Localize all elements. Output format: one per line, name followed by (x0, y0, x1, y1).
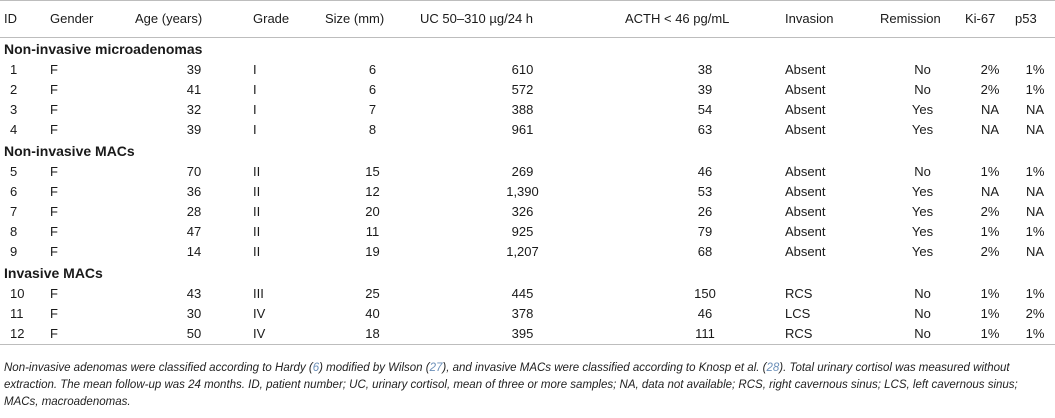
cell-gender: F (50, 286, 58, 301)
cell-gender: F (50, 224, 58, 239)
cell-p53: 1% (1025, 164, 1045, 179)
cell-grade: II (253, 244, 261, 259)
cell-grade: I (253, 102, 257, 117)
cell-gender: F (50, 164, 58, 179)
cell-size: 40 (365, 306, 380, 321)
reference-link-27[interactable]: 27 (429, 362, 443, 374)
cell-ki67: 1% (980, 224, 1000, 239)
cell-p53: 1% (1025, 82, 1045, 97)
group-title: Non-invasive microadenomas (4, 41, 203, 57)
cell-gender: F (50, 204, 58, 219)
cell-ki67: 1% (965, 324, 1015, 345)
cell-id: 3 (10, 102, 18, 117)
cell-acth: 46 (697, 306, 713, 321)
cell-size: 11 (365, 224, 380, 239)
cell-size: 19 (365, 244, 380, 259)
cell-size: 18 (325, 324, 420, 345)
cell-uc: 925 (511, 224, 534, 239)
cell-grade: II (253, 224, 261, 239)
table-row (0, 202, 1055, 222)
cell-remission: No (914, 286, 931, 301)
header-ki67: Ki-67 (965, 1, 1015, 38)
cell-remission: Yes (911, 122, 934, 137)
cell-invasion: Absent (785, 244, 826, 259)
cell-p53: 2% (1025, 306, 1045, 321)
cell-size: 6 (368, 62, 377, 77)
cell-invasion: RCS (785, 324, 880, 345)
cell-id: 9 (10, 244, 18, 259)
table-body (0, 38, 1055, 345)
cell-ki67: 1% (980, 306, 1000, 321)
cell-remission: Yes (911, 204, 934, 219)
cell-invasion: Absent (785, 122, 826, 137)
cell-grade: II (253, 204, 261, 219)
cell-p53: 1% (1025, 62, 1045, 77)
cell-age: 32 (186, 102, 202, 117)
table-row (0, 80, 1055, 100)
cell-invasion: Absent (785, 204, 826, 219)
reference-link-6[interactable]: 6 (312, 362, 320, 374)
table-row (0, 162, 1055, 182)
cell-remission: No (914, 62, 931, 77)
table-row (0, 182, 1055, 202)
cell-remission: No (914, 164, 931, 179)
cell-p53: NA (1025, 184, 1045, 199)
cell-ki67: 1% (980, 164, 1000, 179)
cell-p53: NA (1025, 204, 1045, 219)
cell-remission: Yes (911, 184, 934, 199)
cell-gender: F (50, 306, 58, 321)
cell-gender: F (50, 102, 58, 117)
cell-gender: F (50, 244, 58, 259)
cell-remission: No (914, 306, 931, 321)
cell-ki67: 1% (980, 286, 1000, 301)
cell-size: 6 (368, 82, 377, 97)
cell-remission: Yes (911, 102, 934, 117)
cell-acth: 26 (697, 204, 713, 219)
cell-acth: 63 (697, 122, 713, 137)
table-row (0, 284, 1055, 304)
table-row (0, 304, 1055, 324)
cell-grade: I (253, 122, 257, 137)
cell-acth: 68 (697, 244, 713, 259)
cell-p53: NA (1025, 244, 1045, 259)
cell-uc: 378 (511, 306, 534, 321)
cell-size: 8 (368, 122, 377, 137)
cell-invasion: Absent (785, 224, 826, 239)
cell-grade: I (253, 62, 257, 77)
group-title: Non-invasive MACs (4, 143, 135, 159)
cell-id: 2 (10, 82, 18, 97)
cell-gender: F (50, 62, 58, 77)
cell-gender: F (50, 82, 58, 97)
cell-uc: 961 (511, 122, 534, 137)
cell-grade: II (253, 164, 261, 179)
cell-uc: 326 (511, 204, 534, 219)
footnote-text: Non-invasive adenomas were classified according to Hardy ( (4, 362, 313, 374)
cell-age: 14 (186, 244, 202, 259)
cell-age: 36 (186, 184, 202, 199)
cell-remission: No (914, 82, 931, 97)
header-remission: Remission (880, 1, 965, 38)
table-footnote (4, 360, 1049, 411)
cell-id: 1 (10, 62, 18, 77)
table-row (0, 60, 1055, 80)
group-header-row (0, 38, 1055, 61)
cell-id: 7 (10, 204, 18, 219)
cell-invasion: Absent (785, 184, 826, 199)
cell-p53: 1% (1015, 324, 1055, 345)
cell-ki67: NA (980, 184, 1000, 199)
cell-age: 70 (186, 164, 202, 179)
cell-age: 30 (186, 306, 202, 321)
cell-age: 39 (186, 122, 202, 137)
cell-acth: 46 (697, 164, 713, 179)
header-age: Age (years) (135, 1, 253, 38)
cell-invasion: Absent (785, 164, 826, 179)
cell-acth: 79 (697, 224, 713, 239)
cell-ki67: 2% (980, 82, 1000, 97)
cell-age: 39 (186, 62, 202, 77)
cell-id: 12 (0, 324, 50, 345)
cell-grade: III (253, 286, 264, 301)
cell-ki67: NA (980, 122, 1000, 137)
cell-grade: IV (253, 324, 325, 345)
header-row (0, 1, 1055, 38)
cell-age: 50 (135, 324, 253, 345)
cell-acth: 38 (697, 62, 713, 77)
cell-remission: Yes (911, 244, 934, 259)
cell-grade: I (253, 82, 257, 97)
cell-ki67: 2% (980, 62, 1000, 77)
footnote-text: ) modified by Wilson ( (319, 362, 430, 374)
cell-acth: 53 (697, 184, 713, 199)
cell-invasion: Absent (785, 102, 826, 117)
cell-invasion: Absent (785, 82, 826, 97)
header-uc: UC 50–310 µg/24 h (420, 1, 625, 38)
cell-gender: F (50, 324, 135, 345)
cell-id: 6 (10, 184, 18, 199)
cell-age: 41 (186, 82, 202, 97)
cell-ki67: 2% (980, 204, 1000, 219)
cell-id: 4 (10, 122, 18, 137)
header-id: ID (0, 1, 50, 38)
cell-age: 47 (186, 224, 202, 239)
cell-acth: 54 (697, 102, 713, 117)
cell-invasion: LCS (785, 306, 811, 321)
cell-size: 20 (365, 204, 380, 219)
cell-uc: 269 (511, 164, 534, 179)
cell-id: 8 (10, 224, 18, 239)
cell-size: 7 (368, 102, 377, 117)
cell-grade: IV (253, 306, 266, 321)
cell-invasion: Absent (785, 62, 826, 77)
table-row (0, 324, 1055, 345)
cell-uc: 445 (511, 286, 534, 301)
cell-ki67: 2% (980, 244, 1000, 259)
table-row (0, 100, 1055, 120)
cell-p53: 1% (1025, 224, 1045, 239)
group-title: Invasive MACs (4, 265, 103, 281)
footnote-text: ). Total urinary cortisol was measured without extraction. The mean follow-up was 24 months. ID, patient number; UC, urinary cortisol, mean of three or more samples; NA, data not available; RCS, right cavernous sinus; LCS, left cavernous sinus; MACs, macroadenomas. (4, 362, 1018, 408)
footnote-text: ), and invasive MACs were classified according to Knosp et al. ( (442, 362, 767, 374)
cell-age: 43 (186, 286, 202, 301)
cell-invasion: RCS (785, 286, 813, 301)
cell-grade: II (253, 184, 261, 199)
reference-link-28[interactable]: 28 (766, 362, 780, 374)
cell-uc: 572 (511, 82, 534, 97)
cell-uc: 1,390 (506, 184, 539, 199)
header-gender: Gender (50, 1, 135, 38)
header-grade: Grade (253, 1, 325, 38)
header-acth: ACTH < 46 pg/mL (625, 1, 785, 38)
cell-size: 15 (365, 164, 380, 179)
cell-age: 28 (186, 204, 202, 219)
group-header-row (0, 140, 1055, 162)
table-row (0, 120, 1055, 140)
cell-size: 12 (365, 184, 380, 199)
cell-p53: NA (1025, 122, 1045, 137)
cell-p53: 1% (1025, 286, 1045, 301)
header-invasion: Invasion (785, 1, 880, 38)
cell-uc: 388 (511, 102, 534, 117)
group-header-row (0, 262, 1055, 284)
cell-acth: 39 (697, 82, 713, 97)
header-p53: p53 (1015, 1, 1055, 38)
cell-acth: 150 (694, 286, 716, 301)
header-size: Size (mm) (325, 1, 420, 38)
table-row (0, 222, 1055, 242)
cell-remission: Yes (911, 224, 934, 239)
cell-id: 10 (10, 286, 25, 301)
cell-uc: 395 (420, 324, 625, 345)
cell-size: 25 (365, 286, 380, 301)
cell-uc: 1,207 (506, 244, 539, 259)
cell-id: 11 (10, 306, 24, 321)
cell-ki67: NA (980, 102, 1000, 117)
cell-acth: 111 (625, 324, 785, 345)
cell-id: 5 (10, 164, 18, 179)
cell-p53: NA (1025, 102, 1045, 117)
table-row (0, 242, 1055, 262)
cell-gender: F (50, 122, 58, 137)
cell-uc: 610 (511, 62, 534, 77)
cell-gender: F (50, 184, 58, 199)
cell-remission: No (880, 324, 965, 345)
